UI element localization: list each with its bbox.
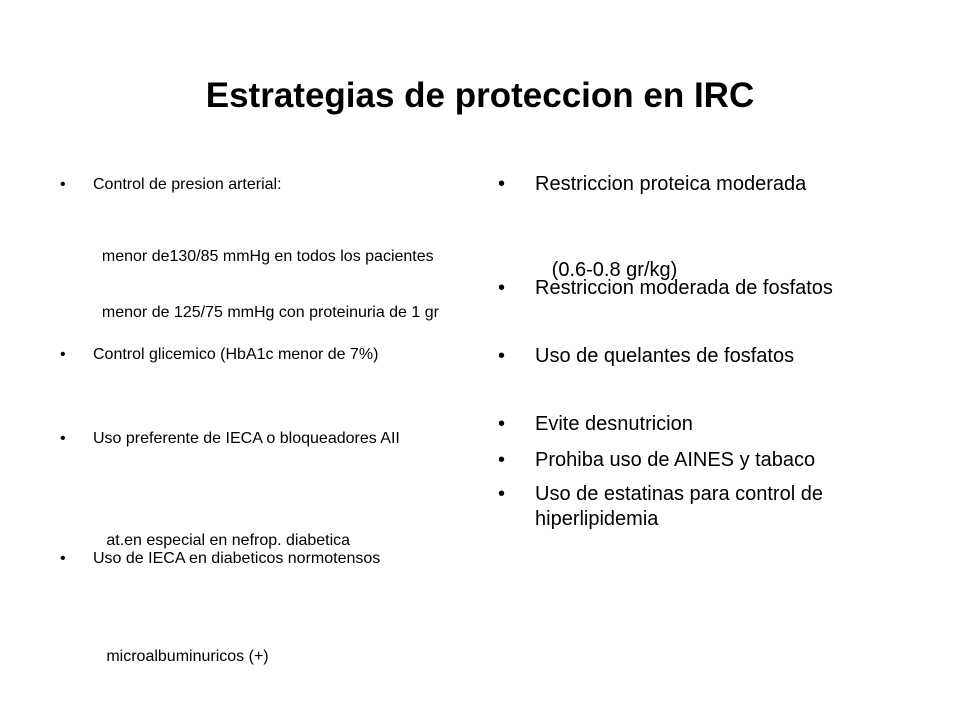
list-item-blood-pressure (60, 174, 460, 195)
list-item-text: Uso preferente de IECA o bloqueadores AII (93, 430, 400, 447)
list-item-text: Uso de IECA en diabeticos normotensos (93, 550, 381, 567)
list-item-statins (498, 482, 918, 532)
bullet-marker: • (60, 176, 66, 193)
list-subitem-text: at.en especial en nefrop. diabetica (93, 532, 351, 549)
list-item-text: Prohiba uso de AINES y tabaco (535, 449, 816, 471)
bullet-marker: • (60, 430, 66, 447)
list-item-aines (498, 448, 918, 473)
list-item-text: Control de presion arterial: (93, 176, 282, 193)
list-item-text: Control glicemico (HbA1c menor de 7%) (93, 346, 379, 363)
list-subitem (60, 488, 460, 593)
list-item-glycemic (60, 344, 460, 365)
list-subitem-text: menor de 125/75 mmHg con proteinuria de 1 gr (93, 304, 439, 321)
list-subitem (498, 208, 918, 333)
list-item-text: Uso de quelantes de fosfatos (535, 345, 795, 367)
bullet-marker: • (498, 173, 506, 195)
list-item-text: Evite desnutricion (535, 413, 693, 435)
bullet-marker: • (60, 346, 66, 363)
bullet-marker: • (498, 449, 506, 471)
bullet-marker: • (498, 483, 506, 505)
list-item-protein (498, 172, 918, 197)
list-subitem-text: (0.6-0.8 gr/kg) (535, 259, 678, 281)
bullet-marker: • (498, 413, 506, 435)
list-item-malnutrition (498, 412, 918, 437)
bullet-marker: • (498, 345, 506, 367)
list-subitem-text: menor de130/85 mmHg en todos los pacientes (93, 248, 434, 265)
bullet-marker: • (60, 550, 66, 567)
list-item-text: Uso de estatinas para control de hiperlipidemia (535, 483, 823, 530)
slide-title: Estrategias de proteccion en IRC (205, 76, 755, 115)
list-item-chelators (498, 344, 918, 369)
list-item-text: Restriccion proteica moderada (535, 173, 807, 195)
list-item-diabetic (60, 548, 420, 569)
bullet-marker: • (498, 277, 506, 299)
list-subitem-text: microalbuminuricos (+) (93, 648, 269, 665)
list-item-phosphate (498, 276, 918, 301)
list-subitem (60, 604, 460, 709)
list-item-ieca (60, 428, 440, 449)
list-item-text: Restriccion moderada de fosfatos (535, 277, 833, 299)
